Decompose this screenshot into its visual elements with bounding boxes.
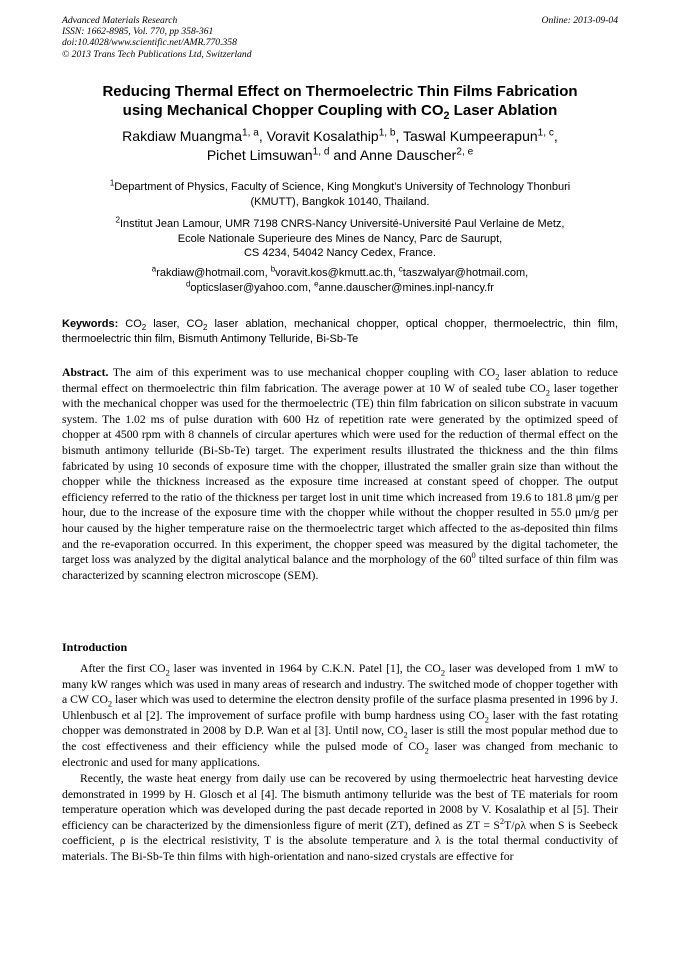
abstract-label: Abstract. xyxy=(62,366,109,379)
keywords-subscript: 2 xyxy=(141,323,147,333)
author-name: Pichet Limsuwan xyxy=(206,147,313,163)
intro-superscript: 2 xyxy=(499,815,505,826)
intro-text: laser is still the most popular method due to the cost effectiveness and their efficiency while the pulsed mode of CO xyxy=(62,724,618,753)
title-text: Laser Ablation xyxy=(449,102,558,119)
author-sep: , xyxy=(395,128,404,144)
affil-marker: 1 xyxy=(109,178,115,188)
author-name: Rakdiaw Muangma xyxy=(122,128,243,144)
keywords xyxy=(62,317,618,346)
abstract-text: tilted surface of thin film was characterized by scanning electron microscope (SEM). xyxy=(62,553,618,582)
authors-line-1 xyxy=(62,127,618,146)
abstract-text: laser together with the mechanical chopper was used for the thermoelectric (TE) thin film fabrication on silicon substrate in vacuum system. The 1.02 ms of pulse duration with 600 Hz of repetition rate were generated by the optimized speed of chopper at 4500 rpm with 8 channels of circular apertures which were used for the reduction of thermal effect on the bismuth antimony telluride (Bi-Sb-Te) target. The experiment results illustrated the thickness and the thin films fabricated by using 10 seconds of exposure time with the chopper, illustrated the smaller grain size than without the chopper while the thickness increased as the exposure time increased at constant speed of chopper. The output efficiency referred to the ratio of the thickness per target lost in unit time which increased from 19.6 to 181.8 μm/g per hour, due to the increase of the exposure time with the chopper while without the chopper resulted in 55.0 μm/g per hour caused by the higher temperature raise on the thermoelectric target which affected to the as-deposited thin films and the re-evaporation occurred. In this experiment, the chopper speed was measured by the digital tachometer, the target loss was analyzed by the digital analytical balance and the morphology of the 60 xyxy=(62,381,618,567)
affil-marker: 2 xyxy=(115,215,120,225)
keywords-text: laser, CO xyxy=(146,318,204,330)
author-affil: 1, a xyxy=(242,127,259,139)
emails-line-1: $^a$rakdiaw@hotmail.com, $^b$voravit.kos@kmutt.ac.th, $^c$taszwalyar@hotmail.com, xyxy=(151,264,529,279)
author-name: Anne Dauscher xyxy=(359,147,457,163)
email-marker: c xyxy=(398,264,403,274)
abstract-text: The aim of this experiment was to use mechanical chopper coupling with CO xyxy=(108,366,496,379)
intro-text: laser which was used to determine the electron density profile of the surface plasma presented in 1996 by J. Uhlenbusch et al [2]. The improvement of surface profile with bump hardness using CO xyxy=(62,693,618,722)
author-sep: and xyxy=(329,147,360,163)
intro-subscript: 2 xyxy=(484,714,489,725)
affil-text: Department of Physics, Faculty of Science, King Mongkut's University of Technology Thonburi xyxy=(114,181,571,193)
keywords-text: CO xyxy=(118,318,142,330)
email-e: anne.dauscher@mines.inpl-nancy.fr xyxy=(318,281,494,294)
intro-text: T/ρλ when S is Seebeck coefficient, ρ is the electrical resistivity, T is the absolute temperature and λ is the total thermal conductivity of materials. The Bi-Sb-Te thin films with high-orientation and nano-sized crystals are effective for xyxy=(62,818,618,863)
intro-subscript: 2 xyxy=(403,729,408,740)
email-marker: a xyxy=(151,264,157,274)
affil-2-line-1 xyxy=(62,217,618,232)
affil-2-line-3: CS 4234, 54042 Nancy Cedex, France. xyxy=(243,247,436,259)
intro-text: Recently, the waste heat energy from daily use can be recovered by using thermoelectric heat harvesting device demonstrated in 1999 by H. Glosch et al [4]. The bismuth antimony telluride was the best of TE materials for room temperature operation which was developed during the past decade reported in 2008 by V. Kosalathip et al [5]. Their efficiency can be characterized by the dimensionless figure of merit (ZT), defined as ZT = S xyxy=(62,772,618,832)
doi: doi:10.4028/www.scientific.net/AMR.770.358 xyxy=(62,37,237,49)
intro-subscript: 2 xyxy=(440,667,446,678)
email-marker: e xyxy=(314,278,319,288)
issn: ISSN: 1662-8985, Vol. 770, pp 358-361 xyxy=(62,26,214,38)
journal-header xyxy=(62,15,618,60)
online-date: Online: 2013-09-04 xyxy=(541,15,618,26)
title-line-2 xyxy=(62,101,618,120)
keywords-text: laser ablation, mechanical chopper, optical chopper, thermoelectric, thin film, thermoelectric thin film, Bismuth Antimony Telluride, Bi-Sb-Te xyxy=(62,318,619,345)
intro-subscript: 2 xyxy=(424,745,429,756)
affiliation-2 xyxy=(62,217,618,261)
intro-text: laser was changed from mechanic to electronic and used for many applications. xyxy=(62,739,618,769)
author-affil: 1, b xyxy=(378,127,396,139)
intro-paragraph-1 xyxy=(62,661,618,770)
email-d: opticslaser@yahoo.com xyxy=(190,281,308,294)
intro-subscript: 2 xyxy=(107,698,113,709)
email-a: rakdiaw@hotmail.com xyxy=(156,267,265,279)
email-marker: b xyxy=(270,264,276,274)
author-affil: 1, c xyxy=(537,127,554,139)
abstract-subscript: 2 xyxy=(495,371,500,382)
email-b: voravit.kos@kmutt.ac.th xyxy=(275,267,393,279)
abstract-subscript: 2 xyxy=(545,386,550,397)
title-subscript: 2 xyxy=(443,110,450,122)
journal-name: Advanced Materials Research xyxy=(62,15,178,26)
email-marker: d xyxy=(186,278,191,288)
intro-paragraph-2 xyxy=(62,771,618,865)
copyright: © 2013 Trans Tech Publications Ltd, Switzerland xyxy=(62,48,252,60)
title-text: using Mechanical Chopper Coupling with CO xyxy=(122,102,444,119)
intro-subscript: 2 xyxy=(165,667,170,678)
section-heading-introduction: Introduction xyxy=(62,640,128,654)
affiliation-1 xyxy=(62,180,618,209)
authors-line-2 xyxy=(62,146,618,165)
abstract-superscript: 0 xyxy=(471,550,476,561)
intro-text: laser was invented in 1964 by C.K.N. Patel [1], the CO xyxy=(169,662,441,675)
author-name: Taswal Kumpeerapun xyxy=(403,128,538,144)
intro-text: laser with the fast rotating chopper was demonstrated in 2008 by D.P. Wan et al [3]. Until now, CO xyxy=(62,708,618,738)
intro-text: After the first CO xyxy=(80,662,166,675)
affil-1-line-1 xyxy=(62,180,618,195)
author-name: Voravit Kosalathip xyxy=(266,128,379,144)
affil-text: Institut Jean Lamour, UMR 7198 CNRS-Nancy Université-Université Paul Verlaine de Metz, xyxy=(119,218,565,230)
author-sep: , xyxy=(553,128,558,144)
title-line-1: Reducing Thermal Effect on Thermoelectric Thin Films Fabrication xyxy=(102,83,578,100)
affil-2-line-2: Ecole Nationale Superieure des Mines de Nancy, Parc de Saurupt, xyxy=(177,232,503,245)
author-sep: , xyxy=(258,128,267,144)
emails-line-2: $^d$opticslaser@yahoo.com, $^e$anne.dauscher@mines.inpl-nancy.fr xyxy=(186,278,494,294)
author-affil: 1, d xyxy=(312,146,330,158)
email-list xyxy=(62,266,618,295)
keywords-subscript: 2 xyxy=(203,323,208,333)
email-c: taszwalyar@hotmail.com xyxy=(402,267,526,279)
abstract xyxy=(62,365,618,583)
abstract-text: laser ablation to reduce thermal effect on thermoelectric thin film fabrication. The average power at 10 W of sealed tube CO xyxy=(62,366,618,395)
paper-title xyxy=(62,82,618,120)
author-list xyxy=(62,127,618,165)
intro-text: laser was developed from 1 mW to many kW ranges which was used in many areas of research and industry. The switched mode of chopper together with a CW CO xyxy=(62,662,618,707)
author-affil: 2, e xyxy=(456,146,474,158)
keywords-label: Keywords: xyxy=(62,318,119,330)
affil-1-line-2: (KMUTT), Bangkok 10140, Thailand. xyxy=(250,195,430,208)
